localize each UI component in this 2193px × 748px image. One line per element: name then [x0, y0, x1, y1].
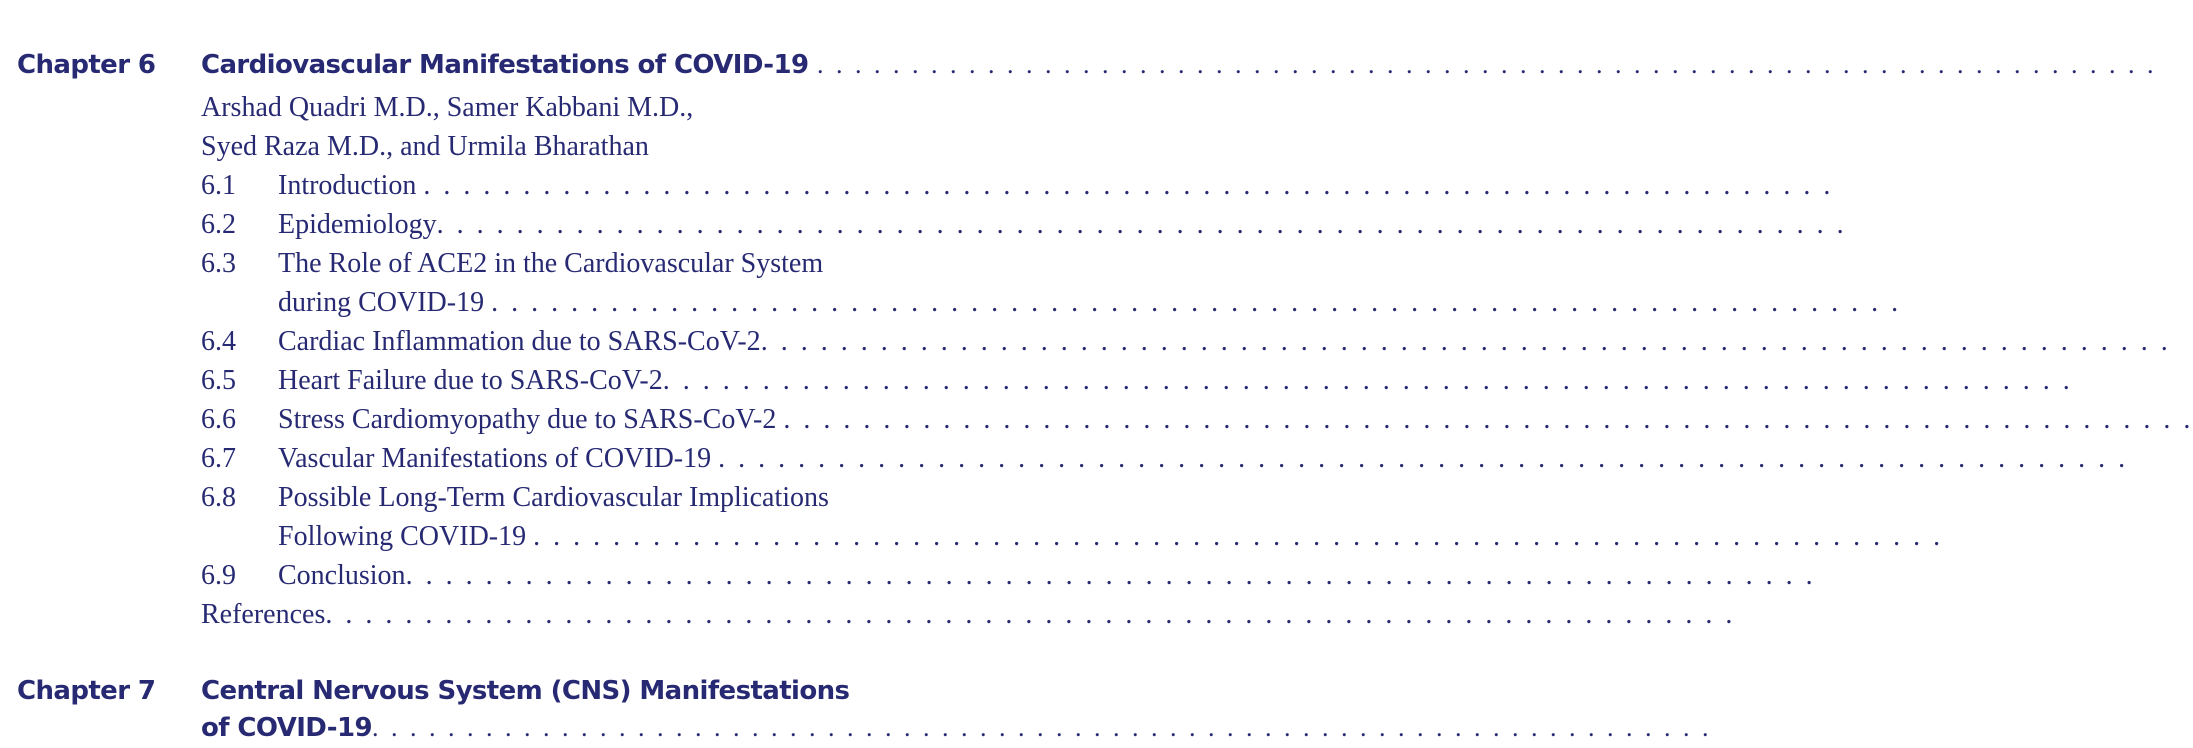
references-label: References [201, 599, 326, 630]
leader-dots: . . . . . . . . . . . . . . . . . . . . . . . . . . . . . . . . . . . . . . . . . . . . . . . . . . . . . . . . . . . . . . . . . . . . . . . [371, 713, 1712, 742]
toc-entry-6-3-continued[interactable] [278, 287, 1902, 319]
section-title: The Role of ACE2 in the Cardiovascular System [278, 248, 824, 279]
toc-entry-6-8[interactable] [201, 482, 960, 514]
toc-entry-6-4[interactable] [201, 326, 2171, 358]
section-title-continued: Following COVID-19 [278, 521, 527, 552]
chapter-6-title-row[interactable] [201, 50, 2157, 80]
leader-dots: . . . . . . . . . . . . . . . . . . . . . . . . . . . . . . . . . . . . . . . . . . . . . . . . . . . . . . . . . . . . . . . . . . . . . . . [325, 599, 1736, 630]
section-title: Vascular Manifestations of COVID-19 [278, 443, 712, 474]
toc-entry-6-7[interactable] [201, 443, 2129, 475]
chapter-7-label: Chapter 7 [17, 676, 156, 706]
section-number: 6.3 [201, 248, 236, 279]
toc-entry-references[interactable] [201, 599, 1736, 631]
leader-dots: . . . . . . . . . . . . . . . . . . . . . . . . . . . . . . . . . . . . . . . . . . . . . . . . . . . . . . . . . . . . . . . . . . . . . . . [405, 560, 1816, 591]
section-number: 6.4 [201, 326, 236, 357]
leader-dots: . . . . . . . . . . . . . . . . . . . . . . . . . . . . . . . . . . . . . . . . . . . . . . . . . . . . . . . . . . . . . . . . . . . . . . . [436, 209, 1847, 240]
section-title: Possible Long-Term Cardiovascular Implications [278, 482, 829, 513]
leader-dots: . . . . . . . . . . . . . . . . . . . . . . . . . . . . . . . . . . . . . . . . . . . . . . . . . . . . . . . . . . . . . . . . . . . . . . . [423, 170, 1834, 201]
toc-entry-6-2[interactable] [201, 209, 1847, 241]
section-number: 6.9 [201, 560, 236, 591]
chapter-6-authors-line-2: Syed Raza M.D., and Urmila Bharathan [201, 131, 649, 162]
chapter-6-title: Cardiovascular Manifestations of COVID-19 [201, 50, 809, 80]
leader-dots: . . . . . . . . . . . . . . . . . . . . . . . . . . . . . . . . . . . . . . . . . . . . . . . . . . . . . . . . . . . . . . . . . . . . . . . [760, 326, 2171, 357]
section-number: 6.1 [201, 170, 236, 201]
chapter-6-label: Chapter 6 [17, 50, 156, 80]
toc-entry-6-6[interactable] [201, 404, 2193, 436]
section-title: Conclusion [278, 560, 406, 591]
chapter-6-authors-line-1: Arshad Quadri M.D., Samer Kabbani M.D., [201, 92, 694, 123]
leader-dots: . . . . . . . . . . . . . . . . . . . . . . . . . . . . . . . . . . . . . . . . . . . . . . . . . . . . . . . . . . . . . . . . . . . . . . . [491, 287, 1902, 318]
leader-dots: . . . . . . . . . . . . . . . . . . . . . . . . . . . . . . . . . . . . . . . . . . . . . . . . . . . . . . . . . . . . . . . . . . . . . . . [533, 521, 1944, 552]
toc-entry-6-3[interactable] [201, 248, 960, 280]
section-title-continued: during COVID-19 [278, 287, 485, 318]
section-title: Stress Cardiomyopathy due to SARS-CoV-2 [278, 404, 777, 435]
section-number: 6.7 [201, 443, 236, 474]
chapter-7-title-line-2: of COVID-19 [201, 713, 372, 743]
section-title: Epidemiology [278, 209, 437, 240]
section-number: 6.8 [201, 482, 236, 513]
leader-dots: . . . . . . . . . . . . . . . . . . . . . . . . . . . . . . . . . . . . . . . . . . . . . . . . . . . . . . . . . . . . . . . . . . . . . . . [816, 50, 2157, 79]
section-number: 6.5 [201, 365, 236, 396]
leader-dots: . . . . . . . . . . . . . . . . . . . . . . . . . . . . . . . . . . . . . . . . . . . . . . . . . . . . . . . . . . . . . . . . . . . . . . . [783, 404, 2193, 435]
leader-dots: . . . . . . . . . . . . . . . . . . . . . . . . . . . . . . . . . . . . . . . . . . . . . . . . . . . . . . . . . . . . . . . . . . . . . . . [662, 365, 2073, 396]
section-title: Introduction [278, 170, 417, 201]
chapter-7-title-line-2-row[interactable] [201, 713, 1712, 743]
section-number: 6.2 [201, 209, 236, 240]
section-number: 6.6 [201, 404, 236, 435]
section-title: Cardiac Inflammation due to SARS-CoV-2 [278, 326, 761, 357]
toc-entry-6-8-continued[interactable] [278, 521, 1944, 553]
section-title: Heart Failure due to SARS-CoV-2 [278, 365, 663, 396]
chapter-7-title-line-1[interactable]: Central Nervous System (CNS) Manifestations [201, 676, 850, 706]
toc-entry-6-5[interactable] [201, 365, 2073, 397]
toc-entry-6-1[interactable] [201, 170, 1834, 202]
leader-dots: . . . . . . . . . . . . . . . . . . . . . . . . . . . . . . . . . . . . . . . . . . . . . . . . . . . . . . . . . . . . . . . . . . . . . . . [718, 443, 2129, 474]
toc-entry-6-9[interactable] [201, 560, 1816, 592]
